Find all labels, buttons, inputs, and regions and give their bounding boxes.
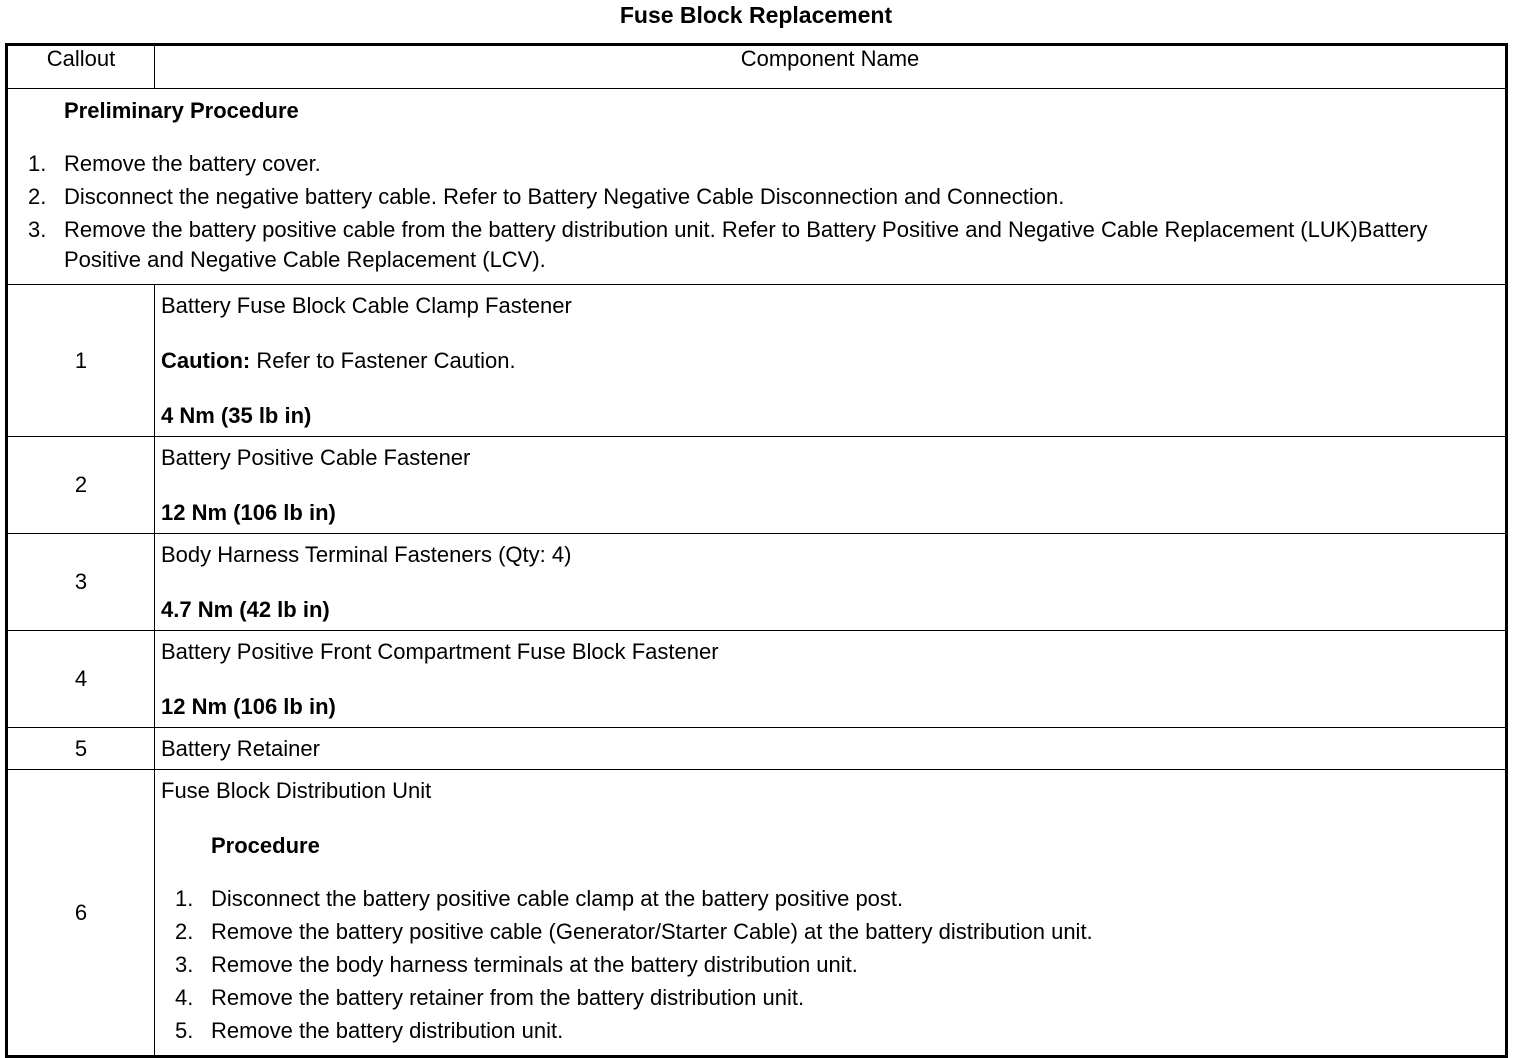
- callout-cell: 6: [7, 770, 155, 1057]
- preliminary-row: [7, 89, 1507, 285]
- list-item: 1. Remove the battery cover.: [28, 151, 321, 176]
- preliminary-steps: [8, 149, 1497, 275]
- table-row: [7, 534, 1507, 631]
- callout-cell: 5: [7, 728, 155, 770]
- component-name: Body Harness Terminal Fasteners (Qty: 4): [161, 542, 572, 567]
- list-item: 1. Disconnect the battery positive cable clamp at the battery positive post.: [175, 886, 904, 911]
- component-name: Battery Fuse Block Cable Clamp Fastener: [161, 293, 572, 318]
- table-row: [7, 437, 1507, 534]
- list-item: 2. Disconnect the negative battery cable. Refer to Battery Negative Cable Disconnection and Connection.: [28, 184, 1065, 209]
- caution-note: Caution: Refer to Fastener Caution.: [161, 348, 516, 373]
- component-table: [5, 43, 1508, 1058]
- torque-spec: 4.7 Nm (42 lb in): [161, 597, 330, 622]
- torque-spec: 12 Nm (106 lb in): [161, 694, 336, 719]
- list-item: 2. Remove the battery positive cable (Generator/Starter Cable) at the battery distribution unit.: [175, 919, 1093, 944]
- torque-spec: 4 Nm (35 lb in): [161, 403, 312, 428]
- procedure-heading: Procedure: [211, 833, 320, 858]
- component-name-header: Component Name: [155, 45, 1507, 89]
- table-row: [7, 770, 1507, 1057]
- torque-spec: 12 Nm (106 lb in): [161, 500, 336, 525]
- preliminary-heading: Preliminary Procedure: [64, 98, 299, 123]
- procedure-steps: [161, 884, 1499, 1046]
- callout-header: Callout: [7, 45, 155, 89]
- list-item: 3. Remove the body harness terminals at the battery distribution unit.: [175, 952, 858, 977]
- table-row: [7, 728, 1507, 770]
- page-title: Fuse Block Replacement: [619, 2, 893, 28]
- component-name: Battery Positive Cable Fastener: [161, 445, 471, 470]
- table-header-row: [7, 45, 1507, 89]
- table-row: [7, 631, 1507, 728]
- component-name: Fuse Block Distribution Unit: [161, 778, 432, 803]
- callout-cell: 1: [7, 285, 155, 437]
- callout-cell: 2: [7, 437, 155, 534]
- callout-cell: 3: [7, 534, 155, 631]
- callout-cell: 4: [7, 631, 155, 728]
- list-item: 5. Remove the battery distribution unit.: [175, 1018, 564, 1043]
- list-item: 4. Remove the battery retainer from the battery distribution unit.: [175, 985, 805, 1010]
- table-row: [7, 285, 1507, 437]
- component-name: Battery Positive Front Compartment Fuse Block Fastener: [161, 639, 719, 664]
- list-item: 3. Remove the battery positive cable from the battery distribution unit. Refer to Battery Positive and Negative Cable Replacement (LUK)Battery Positive and Negative Cable Replacement (LCV).: [28, 217, 1428, 272]
- component-name: Battery Retainer: [161, 736, 320, 761]
